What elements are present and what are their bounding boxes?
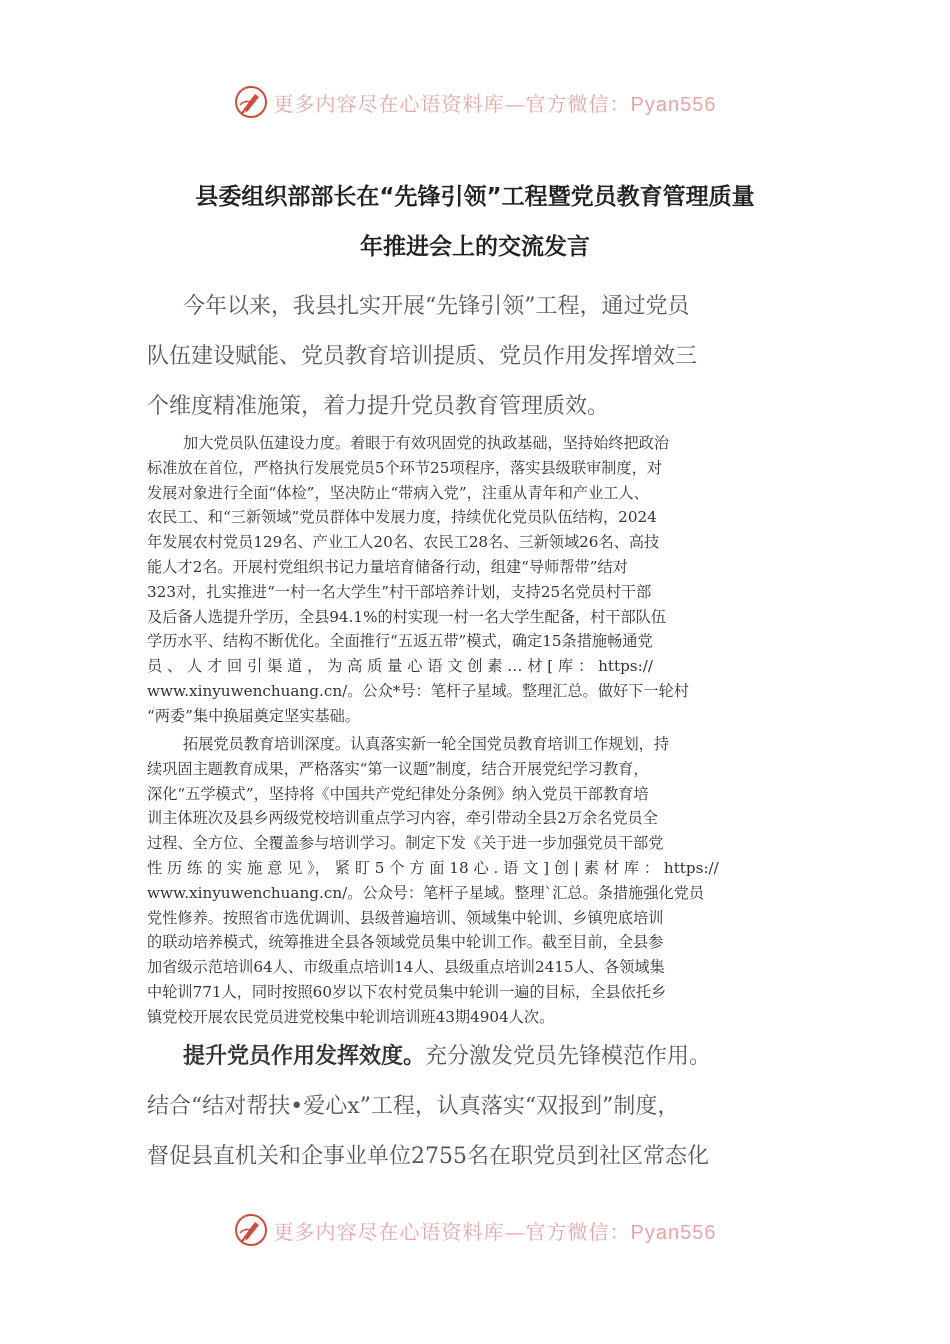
text-line: 今年以来，我县扎实开展“先锋引领”工程，通过党员	[183, 294, 690, 319]
document-title-line2: 年推进会上的交流发言	[360, 234, 590, 260]
watermark-banner-bottom	[0, 1210, 950, 1250]
section-heading: 提升党员作用发挥效度。	[183, 1044, 426, 1069]
text-line: 农民工、和“三新领域”党员群体中发展力度，持续优化党员队伍结构，2024	[147, 508, 657, 527]
text-line: 过程、全方位、全覆盖参与培训学习。制定下发《关于进一步加强党员干部党	[147, 834, 664, 853]
text-line: 员 、 人 才 回 引 渠 道 ， 为 高 质 量 心 语 文 创 素 … 材 [ 库 ： https://	[147, 657, 653, 676]
text-line: 续巩固主题教育成果，严格落实“第一议题”制度，结合开展党纪学习教育，	[147, 759, 649, 778]
text-line: 拓展党员教育培训深度。认真落实新一轮全国党员教育培训工作规划，持	[183, 735, 669, 753]
document-title-line1: 县委组织部部长在“先锋引领”工程暨党员教育管理质量	[195, 184, 755, 210]
text-line: 训主体班次及县乡两级党校培训重点学习内容，牵引带动全县2万余名党员全	[147, 809, 658, 828]
text-line: 发展对象进行全面“体检”，坚决防止“带病入党”，注重从青年和产业工人、	[147, 483, 649, 502]
text-line: www.xinyuwenchuang.cn/。公众*号：笔杆子星域。整理汇总。做好下一轮村	[147, 681, 689, 700]
text-line: 能人才2名。开展村党组织书记力量培育储备行动，组建“导师帮带”结对	[147, 557, 628, 576]
text-line: 深化“五学模式”，坚持将《中国共产党纪律处分条例》纳入党员干部教育培	[147, 784, 649, 803]
text-line: 队伍建设赋能、党员教育培训提质、党员作用发挥增效三	[147, 344, 698, 369]
wechat-id: Pyan556	[630, 1221, 717, 1244]
text-line: 加大党员队伍建设力度。着眼于有效巩固党的执政基础，坚持始终把政治	[183, 434, 669, 452]
text-line: www.xinyuwenchuang.cn/。公众号：笔杆子星域。整理`汇总。条措施强化党员	[147, 883, 705, 902]
training-paragraph	[147, 732, 812, 1030]
pen-logo-icon	[234, 85, 268, 119]
text-line	[147, 1032, 812, 1082]
text-line: 个维度精准施策，着力提升党员教育管理质效。	[147, 394, 610, 419]
text-line: 性 历 练 的 实 施 意 见 》， 紧 盯 5 个 方 面 18 心 . 语 文 ] 创 | 素 材 库 ： https://	[147, 858, 719, 877]
text-line: 镇党校开展农民党员进党校集中轮训培训班43期4904人次。	[147, 1007, 555, 1026]
pen-logo-icon	[234, 1213, 268, 1247]
party-team-paragraph	[147, 431, 812, 729]
text-line: 标准放在首位，严格执行发展党员5个环节25项程序，落实县级联审制度，对	[147, 458, 662, 477]
text-line: 及后备人选提升学历，全县94.1%的村实现一村一名大学生配备，村干部队伍	[147, 607, 667, 626]
watermark-text: 更多内容尽在心语资料库—官方微信：Pyan556	[273, 1219, 717, 1244]
text-line: 的联动培养模式，统筹推进全县各领域党员集中轮训工作。截至目前，全县参	[147, 933, 664, 952]
watermark-text: 更多内容尽在心语资料库—官方微信：Pyan556	[273, 91, 717, 116]
party-role-paragraph	[147, 1032, 812, 1182]
text-line: 结合“结对帮扶•爱心x”工程，认真落实“双报到”制度，	[147, 1094, 680, 1119]
text-line: 年发展农村党员129名、产业工人20名、农民工28名、三新领域26名、高技	[147, 533, 660, 552]
text-span: 充分激发党员先锋模范作用。	[425, 1044, 712, 1069]
text-line: 学历水平、结构不断优化。全面推行“五返五带”模式，确定15条措施畅通党	[147, 632, 653, 651]
watermark-banner-top	[0, 82, 950, 122]
text-line: 323对，扎实推进“一村一名大学生”村干部培养计划，支持25名党员村干部	[147, 582, 652, 601]
wechat-id: Pyan556	[630, 93, 717, 116]
text-line: 加省级示范培训64人、市级重点培训14人、县级重点培训2415人、各领域集	[147, 958, 665, 977]
text-line: “两委”集中换届奠定坚实基础。	[147, 706, 360, 725]
text-line: 督促县直机关和企事业单位2755名在职党员到社区常态化	[147, 1144, 709, 1169]
text-line: 中轮训771人，同时按照60岁以下农村党员集中轮训一遍的目标，全县依托乡	[147, 982, 667, 1001]
text-line: 党性修养。按照省市选优调训、县级普遍培训、领域集中轮训、乡镇兜底培训	[147, 908, 664, 927]
intro-paragraph	[147, 282, 812, 432]
